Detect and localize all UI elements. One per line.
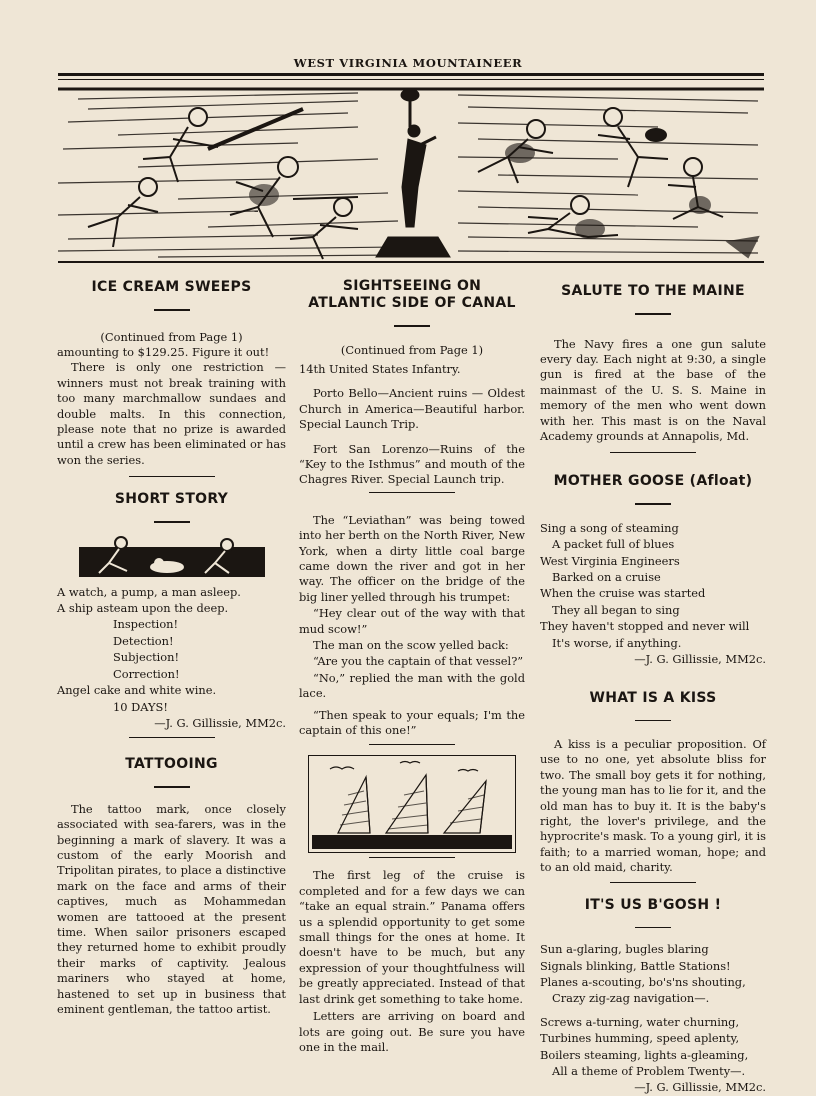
cruise-paragraph: The first leg of the cruise is completed and for a few days we can “take an equal strain.” Panama offers us a splendid opportunity to get some small things for the ones at home. It doesn't have to be much, but any expression of your thoughtfulness will be greatly appreciated. Instead of that last drink get something to take home.: [299, 868, 525, 1006]
signature: —J. G. Gillissie, MM2c.: [154, 715, 286, 730]
signature: —J. G. Gillissie, MM2c.: [634, 1080, 766, 1095]
maine-title: SALUTE TO THE MAINE: [561, 283, 745, 299]
ice-cream-paragraph: There is only one restriction — winners must not break training with too many marchmallow sundaes and double malts. In this connection, please note that no prize is awarded until a crew has been eliminated or has won the series.: [57, 360, 286, 467]
section-divider: [610, 452, 696, 453]
maine-paragraph: The Navy fires a one gun salute every day. Each night at 9:30, a single gun is fired at the base of the mainmast of the U. S. S. Maine in memory of the men who went down with her. This mast is on the Naval Academy grounds at Annapolis, Md.: [540, 336, 766, 443]
bgosh-title: IT'S US B'GOSH !: [584, 896, 722, 913]
poem-line: Barked on a cruise: [552, 570, 661, 585]
leviathan-paragraph: The man on the scow yelled back:: [313, 638, 509, 652]
poem-line: Sun a-glaring, bugles blaring: [540, 942, 709, 957]
poem-line: A watch, a pump, a man asleep.: [57, 584, 241, 599]
poem-line: Planes a-scouting, bo's'ns shouting,: [540, 974, 746, 989]
column-left: [57, 276, 286, 1018]
leviathan-paragraph: “Hey clear out of the way with that mud scow!”: [299, 606, 525, 636]
poem-line: All a theme of Problem Twenty—.: [552, 1064, 746, 1078]
sightseeing-intro: 14th United States Infantry.: [299, 361, 461, 376]
signature: —J. G. Gillissie, MM2c.: [634, 652, 766, 667]
poem-line: West Virginia Engineers: [540, 553, 680, 568]
section-divider: [129, 737, 215, 738]
poem-line: It's worse, if anything.: [552, 635, 682, 650]
poem-line: Turbines humming, speed aplenty,: [540, 1031, 740, 1046]
sports-banner-illustration: [58, 87, 764, 265]
masthead: WEST VIRGINIA MOUNTAINEER: [293, 56, 523, 70]
poem-line: Inspection!: [113, 617, 179, 632]
ice-cream-title: ICE CREAM SWEEPS: [91, 279, 252, 295]
masthead-rule-thin: [58, 79, 764, 80]
poem-line: They all began to sing: [552, 602, 680, 617]
section-divider: [610, 882, 696, 883]
poem-line: They haven't stopped and never will: [540, 619, 750, 634]
mother-goose-poem: [540, 521, 766, 668]
sleeping-sailor-cartoon: [79, 533, 265, 577]
poem-line: A packet full of blues: [552, 537, 675, 552]
cruise-paragraph: Letters are arriving on board and lots are going out. Be sure you have one in the mail.: [299, 1009, 525, 1054]
bgosh-poem: [540, 942, 766, 1096]
sightseeing-title-line2: ATLANTIC SIDE OF CANAL: [308, 295, 516, 311]
column-right: [540, 276, 766, 1096]
poem-line: Correction!: [113, 666, 180, 681]
sailboats-illustration: [308, 755, 516, 853]
column-middle: [299, 276, 525, 1055]
poem-line: Sing a song of steaming: [540, 520, 679, 535]
ice-cream-continued: (Continued from Page 1): [100, 329, 243, 344]
sightseeing-continued: (Continued from Page 1): [340, 342, 484, 357]
poem-line: Boilers steaming, lights a-gleaming,: [540, 1047, 749, 1062]
tattooing-title: TATTOOING: [125, 756, 218, 773]
section-divider: [129, 476, 215, 477]
poem-line: When the cruise was started: [540, 586, 706, 601]
poem-line: A ship asteam upon the deep.: [57, 601, 229, 616]
kiss-title: WHAT IS A KISS: [589, 689, 717, 706]
poem-line: 10 DAYS!: [113, 699, 168, 714]
kiss-paragraph: A kiss is a peculiar proposition. Of use to no one, yet absolute bliss for two. The small boy gets it for nothing, the young man has to lie for it, and the old man has to buy it. It is the baby's right, the lover's privilege, and the hyprocrite's mask. To a young girl, it is faith; to a married woman, hope; and to an old maid, charity.: [540, 737, 766, 875]
section-divider: [369, 744, 455, 745]
short-story-poem: [57, 585, 286, 732]
ice-cream-paragraph: amounting to $129.25. Figure it out!: [57, 344, 270, 359]
leviathan-paragraph: “No,” replied the man with the gold lace.: [299, 670, 525, 701]
sightseeing-paragraph: Porto Bello—Ancient ruins — Oldest Church in America—Beautiful harbor. Special Launch Trip.: [299, 386, 525, 432]
leviathan-paragraph: “Then speak to your equals; I'm the captain of this one!”: [299, 707, 525, 738]
short-story-title: SHORT STORY: [114, 491, 229, 508]
sightseeing-paragraph: Fort San Lorenzo—Ruins of the “Key to the Isthmus” and mouth of the Chagres River. Special Launch trip.: [299, 441, 525, 487]
poem-line: Crazy zig-zag navigation—.: [552, 991, 710, 1006]
poem-line: Detection!: [113, 633, 174, 648]
sightseeing-title-line1: SIGHTSEEING ON: [342, 278, 482, 294]
poem-line: Screws a-turning, water churning,: [540, 1014, 740, 1029]
masthead-rule-thick: [58, 73, 764, 76]
poem-line: Subjection!: [113, 650, 180, 665]
tattooing-paragraph: The tattoo mark, once closely associated with sea-farers, was in the beginning a mark of slavery. It was a custom of the early Moorish and Tripolitan pirates, to place a distinctive mark on the face and arms of their captives, much as Mohammedan women are tattooed at the present time. When sailor prisoners escaped they returned home to exhibit proudly their marks of captivity. Jealous mariners who stayed at home, hastened to set up in business that eminent gentleman, the tattoo artist.: [57, 801, 286, 1017]
leviathan-paragraph: “Are you the captain of that vessel?”: [313, 654, 524, 669]
leviathan-paragraph: The “Leviathan” was being towed into her berth on the North River, New York, when a dirty little coal barge came down the river and got in her way. The officer on the bridge of the big liner yelled through his trumpet:: [299, 512, 525, 604]
poem-line: Angel cake and white wine.: [57, 683, 217, 698]
title-underline: [154, 521, 190, 523]
mother-goose-title: MOTHER GOOSE (Afloat): [553, 473, 753, 490]
poem-line: Signals blinking, Battle Stations!: [540, 958, 731, 973]
